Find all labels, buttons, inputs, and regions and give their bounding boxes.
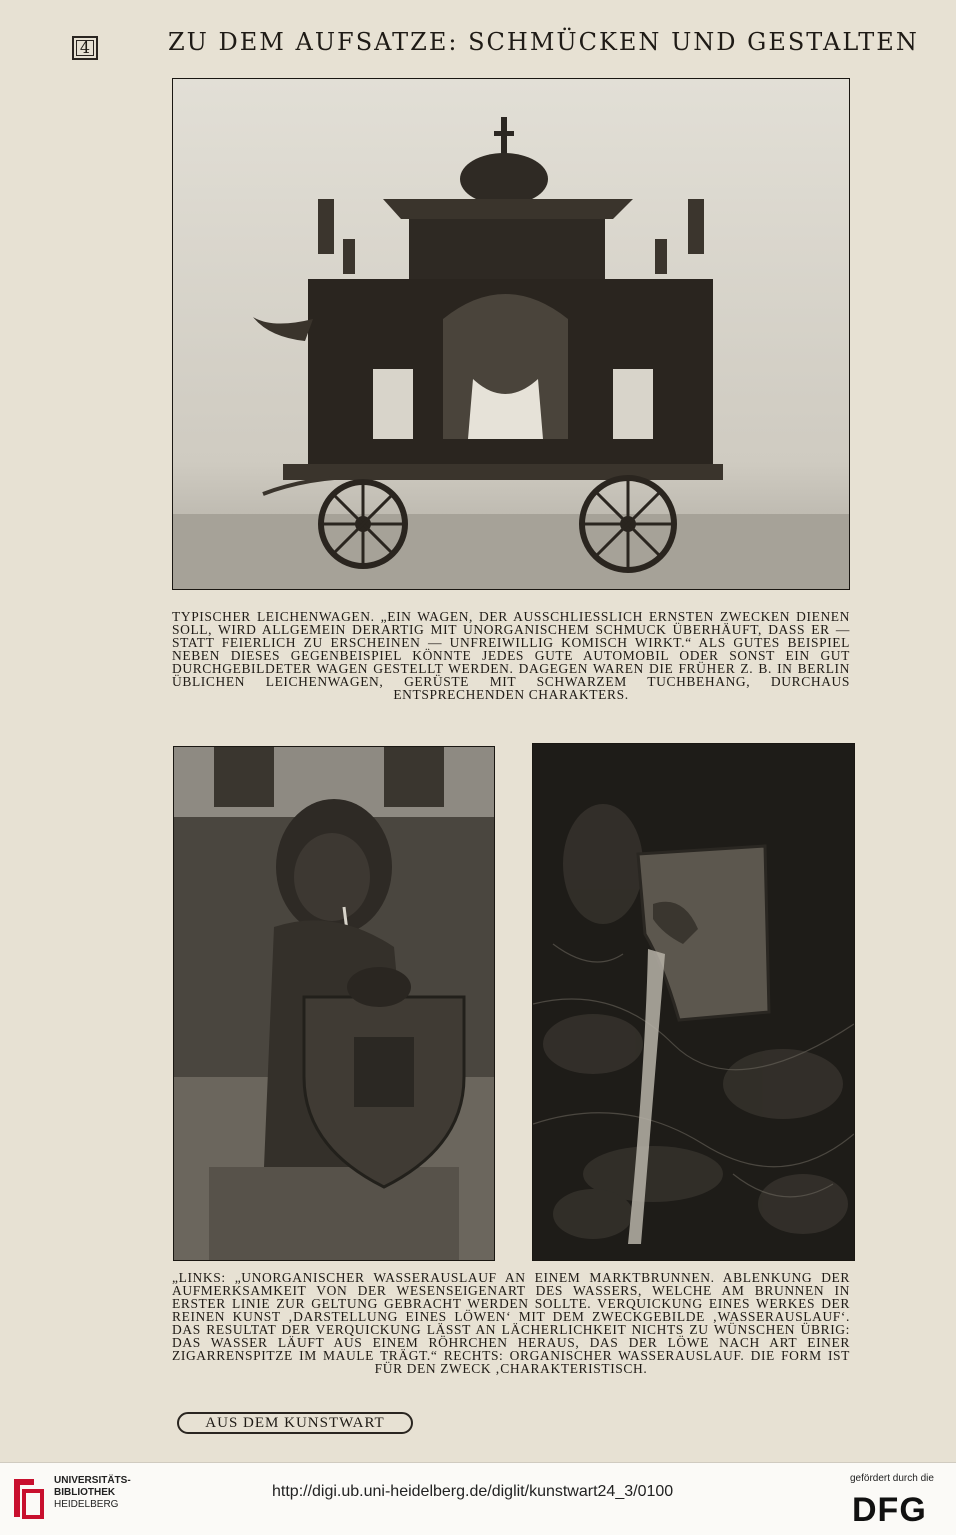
source-label: AUS DEM KUNSTWART bbox=[177, 1412, 413, 1434]
institution-line-3: HEIDELBERG bbox=[54, 1499, 119, 1510]
lion-fountain-photo bbox=[173, 746, 495, 1261]
dfg-logo: DFG bbox=[852, 1491, 927, 1529]
hearse-caption: TYPISCHER LEICHENWAGEN. „EIN WAGEN, DER AUSSCHLIESSLICH ERNSTEN ZWECKEN DIENEN SOLL, WIRD ALLGEMEIN DERARTIG MIT UNORGANISCHEM SCHMUCK ÜBERHÄUFT, DASS ER — STATT FEIERLICH ZU ERSCHEINEN — UNFREIWILLIG KOMISCH WIRKT.“ ALS GUTES BEISPIEL NEBEN DIESES GEGENBEISPIEL KÖNNTE JEDES GUTE AUTOMOBIL ODER SONST EIN GUT DURCHGEBILDETER WAGEN GESTELLT WERDEN. DAGEGEN WAREN DIE FRÜHER Z. B. IN BERLIN ÜBLICHEN LEICHENWAGEN, GERÜSTE MIT SCHWARZEM TUCHBEHANG, DURCHAUS ENTSPRECHENDEN CHARAKTERS. bbox=[172, 609, 850, 702]
university-logo-icon bbox=[10, 1475, 46, 1521]
institution-line-2: BIBLIOTHEK bbox=[54, 1487, 116, 1498]
page-number: 4 bbox=[72, 36, 98, 60]
permalink[interactable]: http://digi.ub.uni-heidelberg.de/diglit/kunstwart24_3/0100 bbox=[272, 1483, 674, 1500]
viewer-footer bbox=[0, 1462, 956, 1535]
institution-line-1: UNIVERSITÄTS- bbox=[54, 1475, 131, 1486]
organic-spout-photo bbox=[532, 743, 855, 1261]
institution-name bbox=[54, 1475, 131, 1511]
fountains-caption: „LINKS: „UNORGANISCHER WASSERAUSLAUF AN EINEM MARKTBRUNNEN. ABLENKUNG DER AUFMERKSAMKEIT VON DER WESENSEIGENART DES WASSERS, WELCHE AM BRUNNEN IN ERSTER LINIE ZUR GELTUNG GEBRACHT WERDEN SOLLTE. VERQUICKUNG EINES WERKES DER REINEN KUNST ‚DARSTELLUNG EINES LÖWEN‘ MIT DEM ZWECKGEBILDE ‚WASSERAUSLAUF‘. DAS RESULTAT DER VERQUICKUNG LÄSST AN LÄCHERLICHKEIT NICHTS ZU WÜNSCHEN ÜBRIG: DAS WASSER LÄUFT AUS EINEM RÖHRCHEN HERAUS, DAS DER LÖWE NACH ART EINER ZIGARRENSPITZE IM MAULE TRÄGT.“ RECHTS: ORGANISCHER WASSERAUSLAUF. DIE FORM IST FÜR DEN ZWECK ‚CHARAKTERISTISCH. bbox=[172, 1270, 850, 1376]
hearse-photo bbox=[172, 78, 850, 590]
running-head: ZU DEM AUFSATZE: SCHMÜCKEN UND GESTALTEN bbox=[168, 28, 919, 56]
funded-by-label: gefördert durch die bbox=[850, 1473, 934, 1484]
